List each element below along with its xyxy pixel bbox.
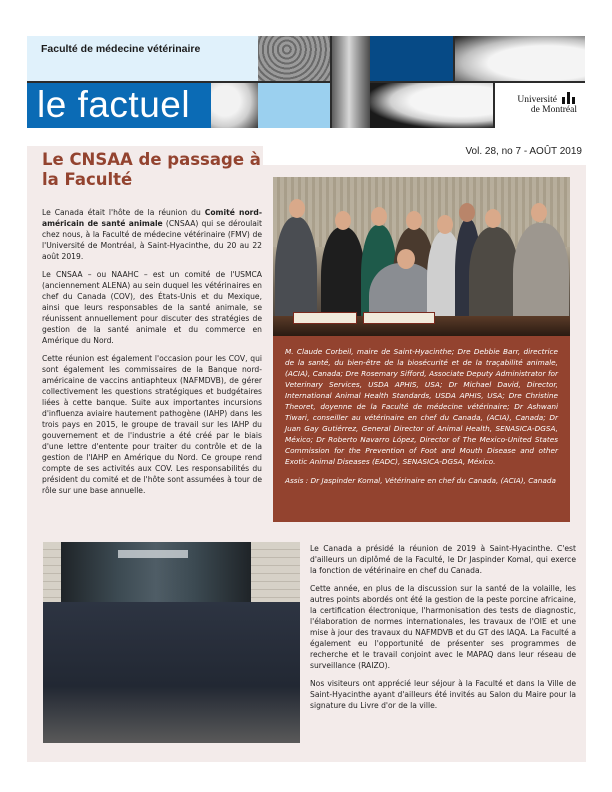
- dog-head-image: [455, 36, 585, 81]
- article-headline: Le CNSAA de passage à la Faculté: [42, 150, 261, 189]
- issue-info: Vol. 28, no 7 - AOÛT 2019: [465, 146, 582, 157]
- body-paragraph: Cette réunion est également l'occasion pour les COV, qui sont également les commissaires de la Banque nord-américaine de vaccins antiaphteux (NAFMDVB), de gérer collectivement les questions stratégiques et budgétaires liées à cette banque. Suite aux importantes incursions d'influenza aviaire hautement pathogène (IAHP) dans les trois pays en 2015, le groupe de travail sur les IAHP du gouvernement et de l'industrie a été créé par le biais d'une lettre d'entente pour traiter du contrôle et de la gestion de l'IAHP en Amérique du Nord. Ce groupe rend compte de ses activités aux COV. Les responsabilités du président du comité et de l'hôte sont assumées à tour de rôle sur une base annuelle.: [42, 354, 262, 495]
- faculty-name-block: [27, 36, 258, 81]
- dark-blue-block: [370, 36, 453, 81]
- caption-seated: Assis : Dr Jaspinder Komal, Vétérinaire en chef du Canada, (ACIA), Canada: [285, 476, 556, 485]
- delegates-group-photo: [43, 542, 300, 743]
- newsletter-title-block: [27, 83, 211, 128]
- committee-name: Comité nord-américain de santé animale: [42, 208, 262, 228]
- body-paragraph: Le Canada a présidé la réunion de 2019 à Saint-Hyacinthe. C'est d'ailleurs un diplômé de la Faculté, le Dr Jaspinder Komal, qui exerce la fonction de vétérinaire en chef du Canada.: [310, 544, 576, 575]
- reptile-eye-image: [258, 36, 330, 81]
- newsletter-title: le factuel: [37, 84, 191, 125]
- body-paragraph: Nos visiteurs ont apprécié leur séjour à la Faculté et dans la Ville de Saint-Hyacinthe ayant d'ailleurs été invités au Salon du Maire pour la signature du Livre d'or de la ville.: [310, 679, 576, 710]
- faculty-name: Faculté de médecine vétérinaire: [41, 43, 201, 55]
- photo-caption: [273, 336, 570, 522]
- committee-group-photo: [273, 177, 570, 336]
- caption-names: M. Claude Corbeil, maire de Saint-Hyacinthe; Dre Debbie Barr, directrice de la santé, du bien-être de la biosécurité et de la traçabilité animale, (ACIA), Canada; Dre Rosemary Sifford, Associate Deputy Administrator for Veterinary Services, USDA APHIS, USA; Dr Michael David, Director, International Animal Health Standards, USDA APHIS, USA; Dre Christine Theoret, doyenne de la Faculté de médecine vétérinaire; Dr Ashwani Tiwari, conseiller au vétérinaire en chef du Canada, (ACIA), Canada; Dr Juan Gay Gutiérrez, General Director of Animal Health, SENASICA-DGSA, México; Dr Roberto Navarro López, Director of The Mexico-United States Commission for the Prevention of Foot and Mouth Disease and other Exotic Animal Diseases (EADC), SENASICA-DGSA, México.: [285, 347, 558, 466]
- masthead-banner: [27, 36, 585, 128]
- university-logo: [495, 83, 585, 128]
- right-column: [310, 543, 576, 718]
- left-column: [42, 207, 262, 503]
- university-name: Université de Montréal: [517, 95, 577, 115]
- cow-face-image: [370, 83, 493, 128]
- intro-paragraph: Le Canada était l'hôte de la réunion du Comité nord-américain de santé animale (CNSAA) qui se déroulait chez nous, à la Faculté de médecine vétérinaire (FMV) de l'Université de Montréal, à Saint-Hyacinthe, du 20 au 22 août 2019.: [42, 208, 262, 261]
- cow-neck-image: [332, 36, 370, 128]
- light-blue-block: [258, 83, 330, 128]
- owl-image: [211, 83, 258, 128]
- body-paragraph: Cette année, en plus de la discussion sur la santé de la volaille, les autres points abordés ont été la gestion de la peste porcine africaine, la certification électronique, l'harmonisation des tests de diagnostic, l'élaboration de normes internationales, les travaux de l'OIE et une mise à jour des travaux du NAFMDVB et du GT des IAQA. La Faculté a également eu l'opportunité de présenter ses programmes de recherche et le travail conjoint avec le MAPAQ dans leur réseau de surveillance (RAIZO).: [310, 584, 576, 670]
- body-paragraph: Le CNSAA – ou NAAHC – est un comité de l'USMCA (anciennement ALENA) au sein duquel les vétérinaires en chef du Canada (COV), des États-Unis et du Mexique, ainsi que leurs responsables de la santé animale, se réunissent annuellement pour discuter des stratégies de gestion de la santé animale et du commerce en Amérique du Nord.: [42, 270, 262, 345]
